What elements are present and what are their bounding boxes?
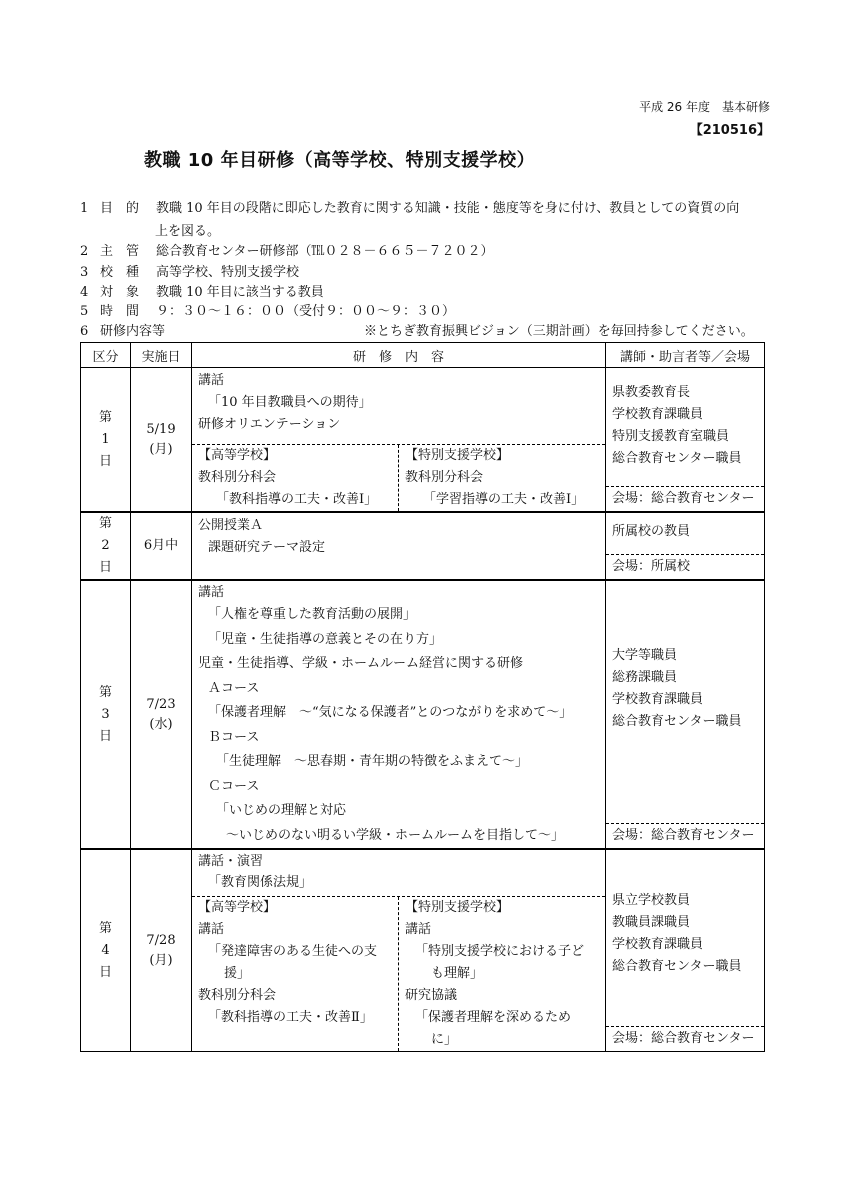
staff-venue-cell: 所属校の教員 会場：所属校 <box>606 512 765 580</box>
high-school-block: 【高等学校】 講話 「発達障害のある生徒への支 援」 教科別分科会 「教科指導の工夫・改善Ⅱ」 <box>198 900 378 1025</box>
table-row <box>81 512 765 580</box>
venue-label: 会場：総合教育センター <box>606 823 764 848</box>
venue-label: 会場：所属校 <box>606 554 764 579</box>
info-item-target: 4 対 象 教職 10 年目に該当する教員 <box>80 285 324 300</box>
info-item-purpose-continued: 上を図る。 <box>155 224 221 239</box>
document-code: 【210516】 <box>689 123 770 138</box>
session-date: 7/23 (水) <box>131 580 192 849</box>
day-label: 第 4 日 <box>81 849 131 1052</box>
info-item-purpose: 1 目 的 教職 10 年目の段階に即応した教育に関する知識・技能・態度等を身に付け、教員としての資質の向 <box>80 201 740 216</box>
info-item-organizer: 2 主 管 総合教育センター研修部（℡０２８－６６５－７２０２） <box>80 244 494 259</box>
session-content: 公開授業Ａ 課題研究テーマ設定 <box>192 512 606 580</box>
header-date: 実施日 <box>131 343 192 368</box>
venue-label: 会場：総合教育センター <box>606 1026 764 1051</box>
venue-label: 会場：総合教育センター <box>606 486 764 511</box>
day-label: 第 1 日 <box>81 368 131 513</box>
vision-note: ※とちぎ教育振興ビジョン（三期計画）を毎回持参してください。 <box>364 324 754 339</box>
table-row <box>81 368 765 513</box>
table-row <box>81 580 765 849</box>
special-support-block: 【特別支援学校】 教科別分科会 「学習指導の工夫・改善Ⅰ」 <box>398 445 605 511</box>
info-item-school-type: 3 校 種 高等学校、特別支援学校 <box>80 265 300 280</box>
header-content: 研 修 内 容 <box>192 343 606 368</box>
header-staff-venue: 講師・助言者等／会場 <box>606 343 765 368</box>
high-school-block: 【高等学校】 教科別分科会 「教科指導の工夫・改善Ⅰ」 <box>198 448 378 507</box>
session-date: 7/28 (月) <box>131 849 192 1052</box>
info-item-content: 6 研修内容等 <box>80 324 166 339</box>
session-content: 講話 「人権を尊重した教育活動の展開」 「児童・生徒指導の意義とその在り方」 児童・生徒指導、学級・ホームルーム経営に関する研修 Ａコース 「保護者理解 ～“気になる保護者”とのつながりを求めて～」 Ｂコース 「生徒理解 ～思春期・青年期の特徴をふまえて～」 Ｃコース 「いじめの理解と対応 ～いじめのない明るい学級・ホームルームを目指して～」 <box>192 580 606 849</box>
session-content: 講話・演習 「教育関係法規」 【高等学校】 講話 「発達障害のある生徒への支 援」 教科別分科会 「教科指導の工夫・改善Ⅱ」 【特別支援学校】 講話 「特別支援学校における子ど も理解」 研究協議 「保護者理解を深めるため に」 <box>192 849 606 1052</box>
day-label: 第 2 日 <box>81 512 131 580</box>
fiscal-year-label: 平成 26 年度 基本研修 <box>639 100 770 114</box>
table-row <box>81 849 765 1052</box>
header-category: 区分 <box>81 343 131 368</box>
day-label: 第 3 日 <box>81 580 131 849</box>
info-item-time: 5 時 間 ９：３０～１６：００（受付９：００～９：３０） <box>80 304 456 319</box>
staff-venue-cell: 県立学校教員 教職員課職員 学校教育課職員 総合教育センター職員 会場：総合教育センター <box>606 849 765 1052</box>
staff-venue-cell: 大学等職員 総務課職員 学校教育課職員 総合教育センター職員 会場：総合教育センター <box>606 580 765 849</box>
page-title: 教職 10 年目研修（高等学校、特別支援学校） <box>144 150 536 171</box>
session-content: 講話 「10 年目教職員への期待」 研修オリエンテーション 【高等学校】 教科別分科会 「教科指導の工夫・改善Ⅰ」 【特別支援学校】 教科別分科会 「学習指導の工夫・改善Ⅰ」 <box>192 368 606 513</box>
session-date: 5/19 (月) <box>131 368 192 513</box>
session-date: 6月中 <box>131 512 192 580</box>
table-header-row <box>81 343 765 368</box>
schedule-table <box>80 342 765 1052</box>
special-support-block: 【特別支援学校】 講話 「特別支援学校における子ど も理解」 研究協議 「保護者理解を深めるため に」 <box>398 897 605 1051</box>
staff-venue-cell: 県教委教育長 学校教育課職員 特別支援教育室職員 総合教育センター職員 会場：総合教育センター <box>606 368 765 513</box>
